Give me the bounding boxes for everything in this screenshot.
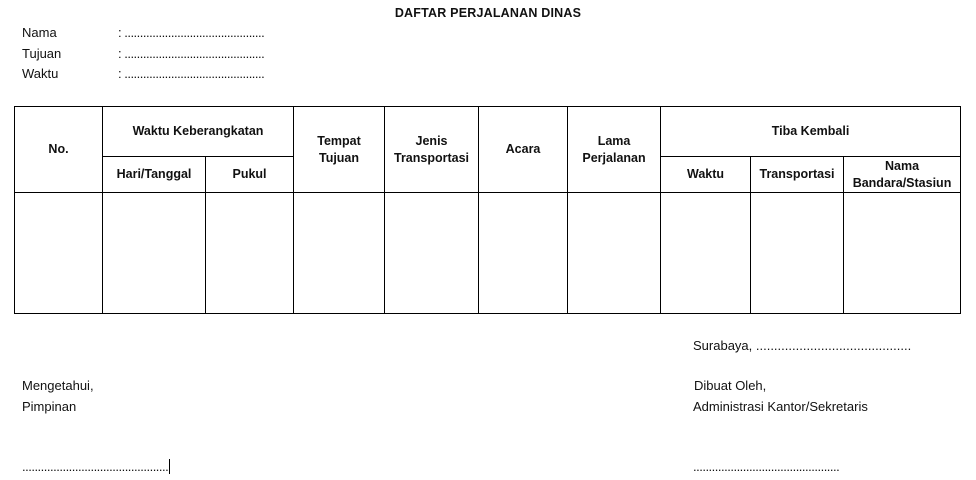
header-jenis-transportasi-text: Jenis Transportasi: [394, 133, 470, 165]
header-jenis-transportasi: [385, 107, 479, 193]
cell-transportasi[interactable]: [751, 193, 844, 314]
field-tujuan-value: : .............................................: [118, 46, 265, 61]
text-cursor: [169, 459, 170, 474]
left-signature-line2: Pimpinan: [22, 399, 77, 414]
header-transportasi: Transportasi: [751, 157, 844, 193]
left-signature-dots: ...............................................: [22, 459, 169, 474]
header-lama-perjalanan: [568, 107, 661, 193]
cell-acara[interactable]: [479, 193, 568, 314]
header-row-top: [15, 107, 961, 157]
left-signature-line1: Mengetahui,: [22, 378, 94, 393]
cell-lama-perjalanan[interactable]: [568, 193, 661, 314]
table-row: [15, 193, 961, 314]
cell-hari-tanggal[interactable]: [103, 193, 206, 314]
header-nama-bandara-stasiun: [844, 157, 961, 193]
header-tempat-tujuan-text: Tempat Tujuan: [317, 133, 361, 165]
header-acara: Acara: [479, 107, 568, 193]
travel-table: [14, 106, 961, 314]
field-waktu-label: Waktu: [22, 66, 59, 81]
cell-pukul[interactable]: [206, 193, 294, 314]
right-signature-line2: Administrasi Kantor/Sekretaris: [693, 399, 868, 414]
header-tiba-kembali: Tiba Kembali: [661, 107, 961, 157]
header-tempat-tujuan: [294, 107, 385, 193]
right-signature-blank[interactable]: ...............................................: [693, 459, 840, 474]
cell-tempat-tujuan[interactable]: [294, 193, 385, 314]
header-hari-tanggal: Hari/Tanggal: [103, 157, 206, 193]
header-lama-perjalanan-text: Lama Perjalanan: [582, 133, 646, 165]
place-date: Surabaya, ...........................................: [693, 338, 912, 353]
header-waktu: Waktu: [661, 157, 751, 193]
header-no: No.: [15, 107, 103, 193]
cell-no[interactable]: [15, 193, 103, 314]
header-waktu-keberangkatan: Waktu Keberangkatan: [103, 107, 294, 157]
field-tujuan-label: Tujuan: [22, 46, 62, 61]
right-signature-line1: Dibuat Oleh,: [694, 378, 767, 393]
cell-nama-bandara-stasiun[interactable]: [844, 193, 961, 314]
cell-jenis-transportasi[interactable]: [385, 193, 479, 314]
field-waktu-value: : .............................................: [118, 66, 265, 81]
field-nama-label: Nama: [22, 25, 57, 40]
left-signature-blank[interactable]: [22, 459, 170, 474]
field-nama-value: : .............................................: [118, 25, 265, 40]
header-nama-bandara-stasiun-text: Nama Bandara/Stasiun: [852, 158, 952, 190]
header-pukul: Pukul: [206, 157, 294, 193]
cell-waktu[interactable]: [661, 193, 751, 314]
document-title: DAFTAR PERJALANAN DINAS: [394, 6, 582, 20]
